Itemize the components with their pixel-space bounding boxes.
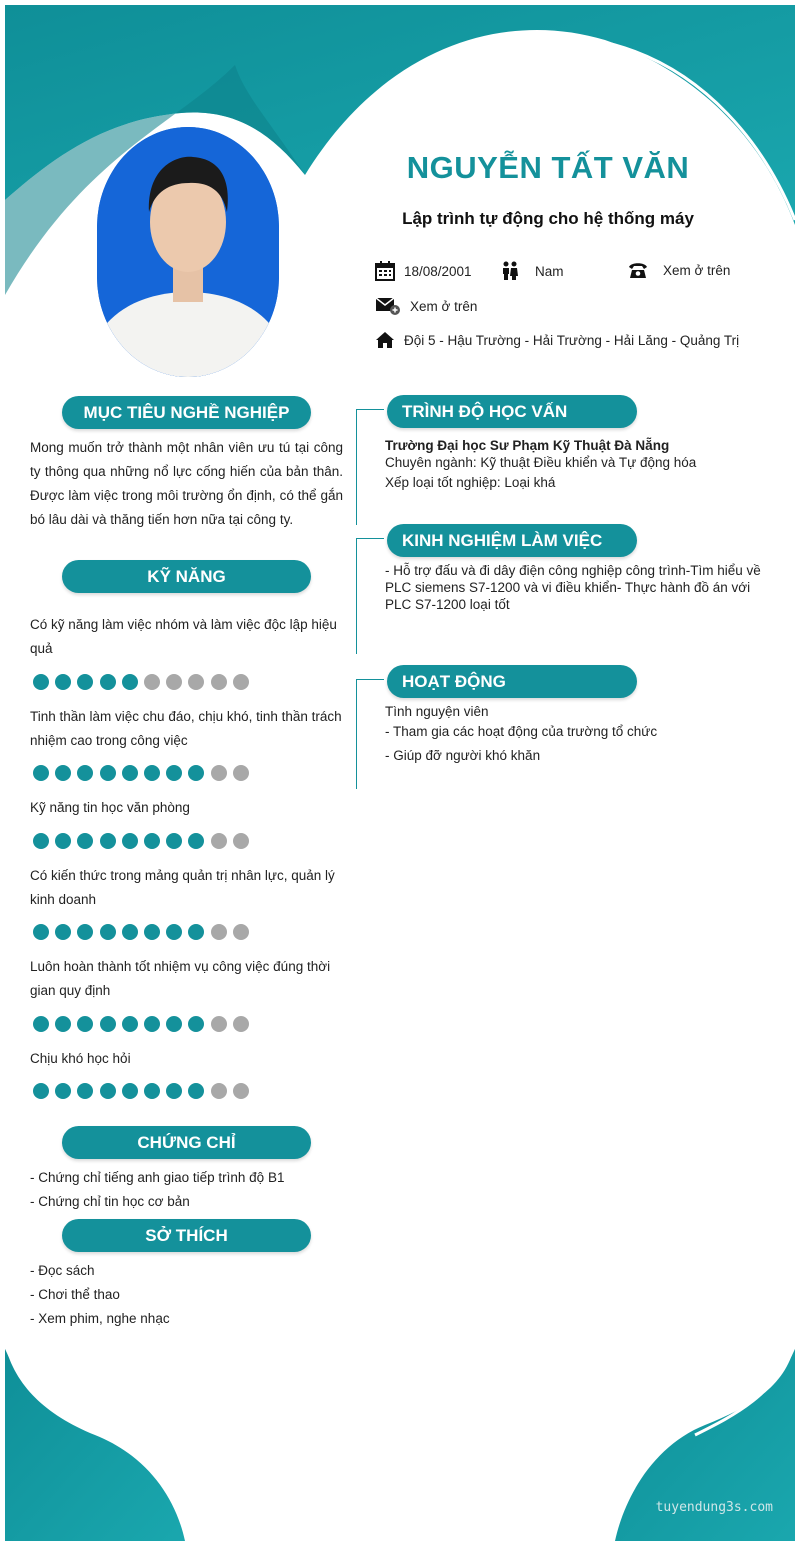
home-icon xyxy=(375,331,395,349)
rating-dot xyxy=(233,833,249,849)
rating-dot xyxy=(77,1083,93,1099)
rating-dot xyxy=(55,674,71,690)
rating-dot xyxy=(55,833,71,849)
objective-text: Mong muốn trở thành một nhân viên ưu tú tại công ty thông qua những nổ lực cống hiến của bản thân. Được làm việc trong môi trường ổn định, có thể gắn bó lâu dài và thăng tiến hơn nữa tại công ty. xyxy=(30,440,343,527)
rating-dot xyxy=(122,833,138,849)
rating-dot xyxy=(211,1016,227,1032)
email-row xyxy=(375,296,477,316)
gender-value: Nam xyxy=(535,263,564,279)
gender-row xyxy=(500,261,564,281)
rating-dot xyxy=(188,765,204,781)
skill-label-4: Có kiến thức trong mảng quản trị nhân lực, quản lý kinh doanh xyxy=(30,868,335,907)
birthday-value: 18/08/2001 xyxy=(404,263,472,279)
rating-dot xyxy=(33,1083,49,1099)
candidate-name: NGUYỄN TẤT VĂN xyxy=(406,150,690,185)
rating-dot xyxy=(55,1083,71,1099)
rating-dot xyxy=(144,1016,160,1032)
rating-dot xyxy=(77,765,93,781)
rating-dot xyxy=(188,1016,204,1032)
skill-label-5: Luôn hoàn thành tốt nhiệm vụ công việc đúng thời gian quy định xyxy=(30,959,331,998)
rating-dot xyxy=(122,1083,138,1099)
activity-item-2: - Giúp đỡ người khó khăn xyxy=(385,748,541,763)
email-icon xyxy=(375,296,401,316)
rating-dot xyxy=(233,674,249,690)
rating-dot xyxy=(77,924,93,940)
birthday-row xyxy=(375,261,472,281)
certificate-item-1: - Chứng chỉ tiếng anh giao tiếp trình độ B1 xyxy=(30,1170,285,1185)
rating-dot xyxy=(233,765,249,781)
skill-rating-2 xyxy=(33,765,249,781)
rating-dot xyxy=(55,765,71,781)
education-line xyxy=(356,409,357,525)
rating-dot xyxy=(100,1016,116,1032)
rating-dot xyxy=(144,924,160,940)
activities-heading: HOẠT ĐỘNG xyxy=(387,665,637,698)
rating-dot xyxy=(100,674,116,690)
skill-label-1: Có kỹ năng làm việc nhóm và làm việc độc lập hiệu quả xyxy=(30,617,337,656)
rating-dot xyxy=(233,1083,249,1099)
skill-label-3: Kỹ năng tin học văn phòng xyxy=(30,800,190,815)
skill-label-2: Tinh thần làm việc chu đáo, chịu khó, tinh thần trách nhiệm cao trong công việc xyxy=(30,709,342,748)
rating-dot xyxy=(122,1016,138,1032)
rating-dot xyxy=(55,1016,71,1032)
rating-dot xyxy=(144,833,160,849)
rating-dot xyxy=(211,833,227,849)
rating-dot xyxy=(122,924,138,940)
education-heading: TRÌNH ĐỘ HỌC VẤN xyxy=(387,395,637,428)
experience-text: - Hỗ trợ đấu và đi dây điện công nghiệp công trình-Tìm hiểu về PLC siemens S7-1200 và vi điều khiển- Thực hành đồ án với PLC S7-1200 loại tốt xyxy=(385,563,761,612)
rating-dot xyxy=(100,833,116,849)
rating-dot xyxy=(122,765,138,781)
rating-dot xyxy=(144,765,160,781)
education-school: Trường Đại học Sư Phạm Kỹ Thuật Đà Nẵng xyxy=(385,438,670,453)
certificate-item-2: - Chứng chỉ tin học cơ bản xyxy=(30,1194,190,1209)
job-title: Lập trình tự động cho hệ thống máy xyxy=(402,209,694,228)
rating-dot xyxy=(188,833,204,849)
rating-dot xyxy=(33,833,49,849)
skill-rating-6 xyxy=(33,1083,249,1099)
certificates-heading: CHỨNG CHỈ xyxy=(62,1126,311,1159)
rating-dot xyxy=(33,765,49,781)
rating-dot xyxy=(166,1083,182,1099)
experience-tick xyxy=(356,538,384,539)
rating-dot xyxy=(166,674,182,690)
address-value: Đội 5 - Hậu Trường - Hải Trường - Hải Lăng - Quảng Trị xyxy=(404,332,740,348)
rating-dot xyxy=(144,1083,160,1099)
rating-dot xyxy=(166,833,182,849)
profile-photo xyxy=(97,127,279,377)
skills-heading: KỸ NĂNG xyxy=(62,560,311,593)
rating-dot xyxy=(211,765,227,781)
rating-dot xyxy=(211,924,227,940)
rating-dot xyxy=(166,1016,182,1032)
watermark: tuyendung3s.com xyxy=(655,1500,773,1515)
hobby-item-3: - Xem phim, nghe nhạc xyxy=(30,1311,170,1326)
rating-dot xyxy=(33,1016,49,1032)
skill-rating-3 xyxy=(33,833,249,849)
rating-dot xyxy=(188,924,204,940)
rating-dot xyxy=(77,833,93,849)
rating-dot xyxy=(122,674,138,690)
rating-dot xyxy=(33,674,49,690)
skill-rating-5 xyxy=(33,1016,249,1032)
rating-dot xyxy=(188,1083,204,1099)
skill-rating-1 xyxy=(33,674,249,690)
skill-rating-4 xyxy=(33,924,249,940)
email-value: Xem ở trên xyxy=(410,298,478,314)
rating-dot xyxy=(77,674,93,690)
experience-heading: KINH NGHIỆM LÀM VIỆC xyxy=(387,524,637,557)
cv-page xyxy=(5,5,795,1541)
gender-icon xyxy=(500,261,520,281)
rating-dot xyxy=(211,1083,227,1099)
hobby-item-2: - Chơi thể thao xyxy=(30,1287,120,1302)
education-major: Chuyên ngành: Kỹ thuật Điều khiển và Tự động hóa xyxy=(385,455,697,470)
rating-dot xyxy=(77,1016,93,1032)
rating-dot xyxy=(144,674,160,690)
rating-dot xyxy=(100,924,116,940)
rating-dot xyxy=(166,924,182,940)
hobbies-heading: SỞ THÍCH xyxy=(62,1219,311,1252)
rating-dot xyxy=(100,765,116,781)
phone-row xyxy=(628,261,730,279)
rating-dot xyxy=(166,765,182,781)
rating-dot xyxy=(188,674,204,690)
activities-title: Tình nguyện viên xyxy=(385,704,489,719)
address-row xyxy=(375,331,739,349)
activity-item-1: - Tham gia các hoạt động của trường tổ chức xyxy=(385,724,658,739)
rating-dot xyxy=(100,1083,116,1099)
activities-line xyxy=(356,679,357,789)
education-grade: Xếp loại tốt nghiệp: Loại khá xyxy=(385,475,556,490)
education-tick xyxy=(356,409,384,410)
phone-icon xyxy=(628,261,648,279)
experience-line xyxy=(356,538,357,654)
rating-dot xyxy=(55,924,71,940)
objective-heading: MỤC TIÊU NGHỀ NGHIỆP xyxy=(62,396,311,429)
rating-dot xyxy=(233,1016,249,1032)
calendar-icon xyxy=(375,261,395,281)
skill-label-6: Chịu khó học hỏi xyxy=(30,1051,131,1066)
rating-dot xyxy=(233,924,249,940)
activities-tick xyxy=(356,679,384,680)
phone-value: Xem ở trên xyxy=(663,262,731,278)
rating-dot xyxy=(33,924,49,940)
hobby-item-1: - Đọc sách xyxy=(30,1263,95,1278)
rating-dot xyxy=(211,674,227,690)
person-silhouette-icon xyxy=(97,127,279,377)
